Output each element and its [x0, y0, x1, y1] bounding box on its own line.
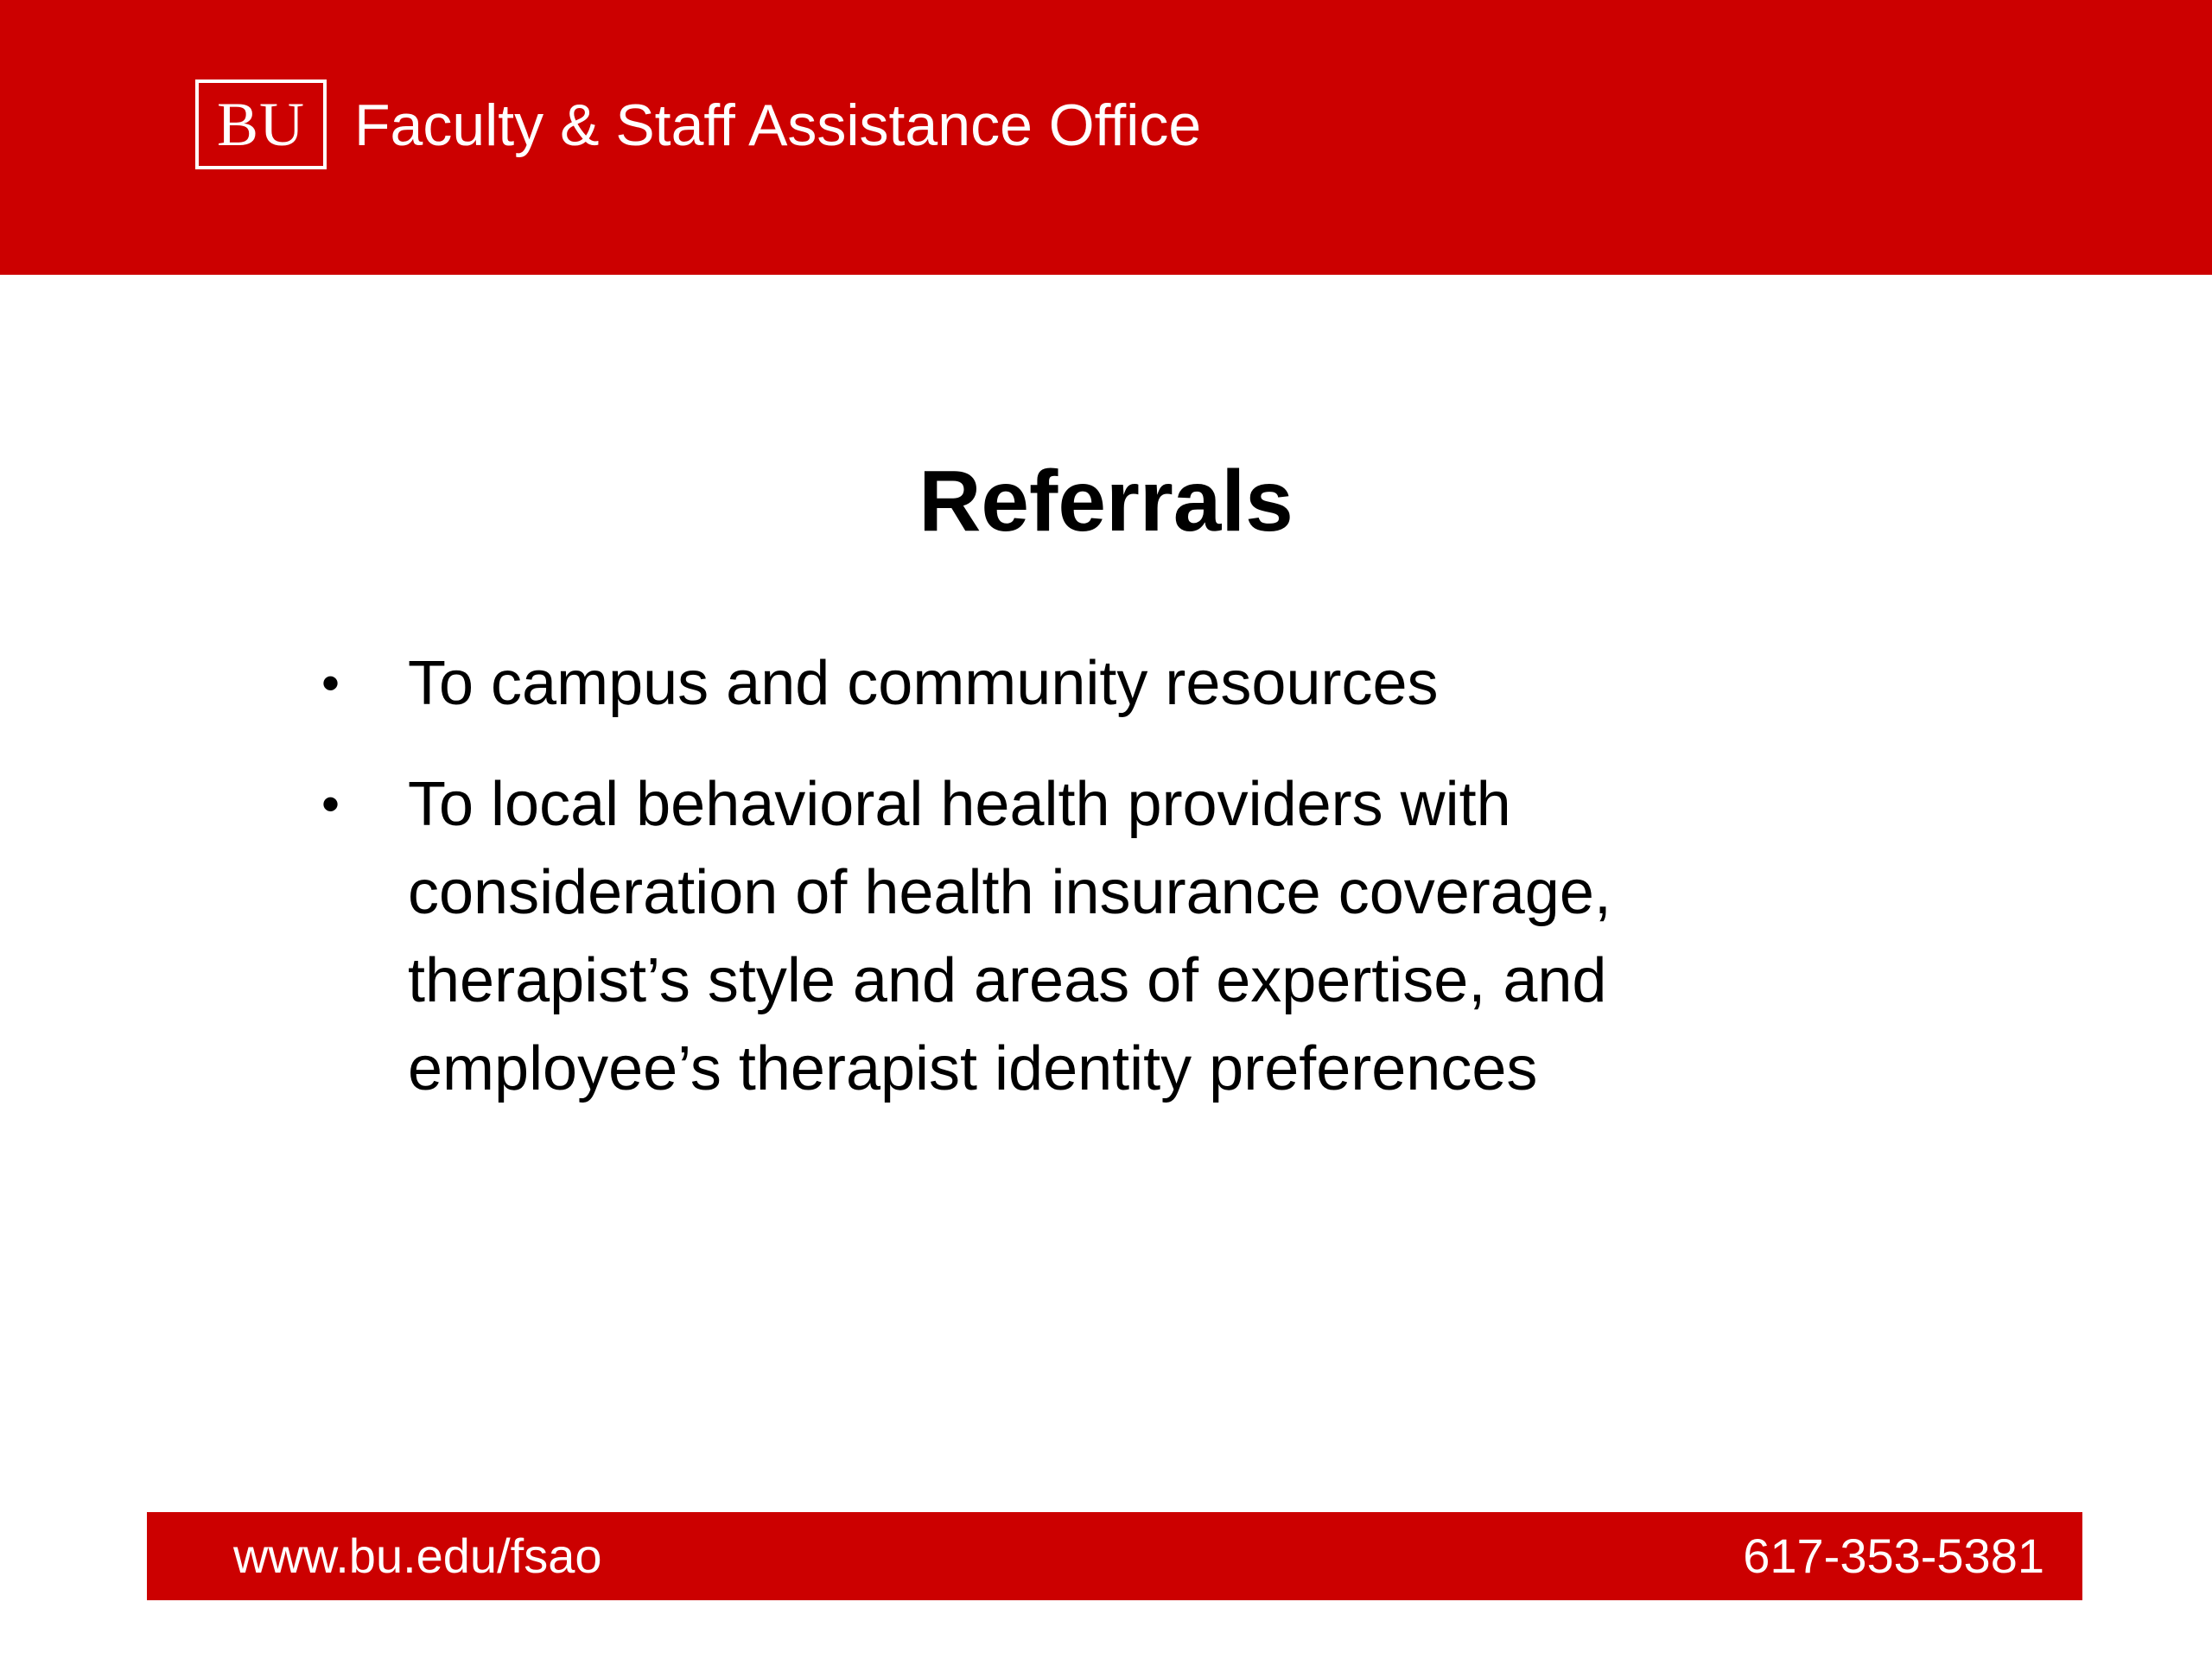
bu-logo: BU — [195, 79, 327, 169]
bullet-dot-icon: • — [321, 775, 340, 833]
footer-bar — [147, 1512, 2082, 1600]
bullet-dot-icon: • — [321, 654, 340, 712]
header-title: Faculty & Staff Assistance Office — [354, 92, 1202, 158]
bullet-item — [321, 639, 1790, 728]
slide-title: Referrals — [918, 453, 1294, 550]
footer-phone: 617-353-5381 — [1743, 1529, 2044, 1583]
footer-url[interactable]: www.bu.edu/fsao — [233, 1529, 602, 1583]
bullet-text: To local behavioral health providers with consideration of health insurance coverage, therapist’s style and areas of expertise, and employee’s therapist identity preferences — [408, 770, 1611, 1103]
bullet-list — [321, 639, 1790, 1146]
header-bar — [0, 0, 2212, 275]
bullet-text: To campus and community resources — [408, 649, 1439, 718]
bullet-item — [321, 760, 1790, 1113]
